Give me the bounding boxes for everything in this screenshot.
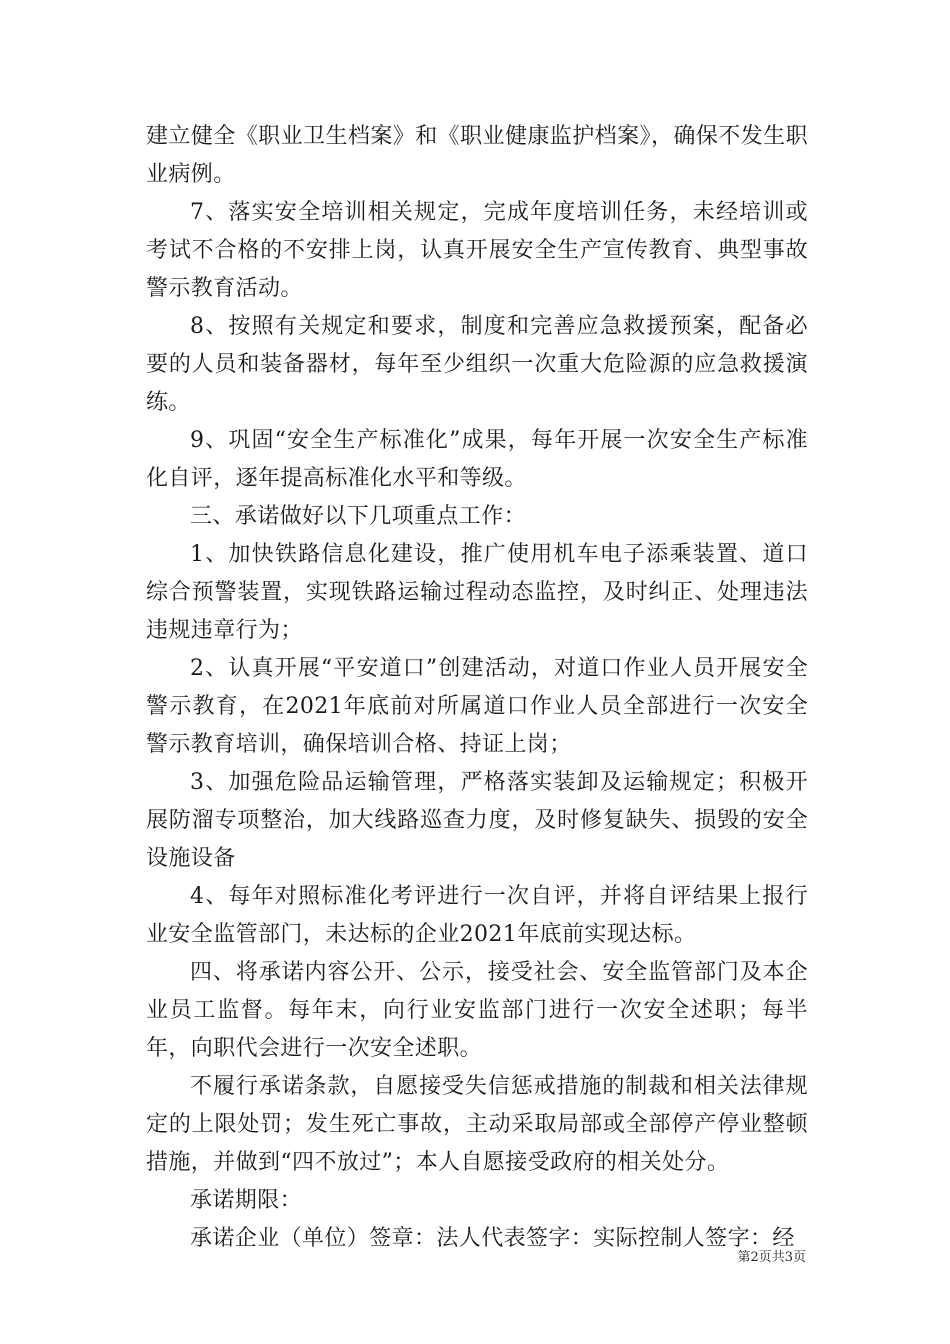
paragraph-key-task-4: 4、每年对照标准化考评进行一次自评，并将自评结果上报行业安全监管部门，未达标的企业2021年底前实现达标。 — [146, 884, 808, 947]
paragraph-key-task-2: 2、认真开展“平安道口”创建活动，对道口作业人员开展安全警示教育，在2021年底前对所属道口作业人员全部进行一次安全警示教育培训，确保培训合格、持证上岗； — [146, 656, 808, 757]
section-heading-4: 四、将承诺内容公开、公示，接受社会、安全监管部门及本企业员工监督。每年末，向行业安监部门进行一次安全述职；每半年，向职代会进行一次安全述职。 — [146, 960, 808, 1061]
section-heading-3: 三、承诺做好以下几项重点工作： — [190, 504, 527, 529]
paragraph-item-7: 7、落实安全培训相关规定，完成年度培训任务，未经培训或考试不合格的不安排上岗，认真开展安全生产宣传教育、典型事故警示教育活动。 — [146, 200, 808, 301]
paragraph-penalty: 不履行承诺条款，自愿接受失信惩戒措施的制裁和相关法律规定的上限处罚；发生死亡事故，主动采取局部或全部停产停业整顿措施，并做到“四不放过”；本人自愿接受政府的相关处分。 — [146, 1074, 808, 1175]
document-body — [146, 118, 808, 1258]
paragraph-item-8: 8、按照有关规定和要求，制度和完善应急救援预案，配备必要的人员和装备器材，每年至少组织一次重大危险源的应急救援演练。 — [146, 314, 808, 415]
paragraph-key-task-3: 3、加强危险品运输管理，严格落实装卸及运输规定；积极开展防溜专项整治，加大线路巡查力度，及时修复缺失、损毁的安全设施设备 — [146, 770, 808, 871]
paragraph-item-9: 9、巩固“安全生产标准化”成果，每年开展一次安全生产标准化自评，逐年提高标准化水平和等级。 — [146, 428, 808, 491]
signature-line: 承诺企业（单位）签章：法人代表签字：实际控制人签字：经 — [190, 1226, 795, 1251]
page-number: 第2页共3页 — [737, 1250, 806, 1265]
paragraph-continuation: 建立健全《职业卫生档案》和《职业健康监护档案》，确保不发生职业病例。 — [146, 124, 808, 187]
commitment-period-label: 承诺期限： — [190, 1188, 303, 1213]
paragraph-key-task-1: 1、加快铁路信息化建设，推广使用机车电子添乘装置、道口综合预警装置，实现铁路运输过程动态监控，及时纠正、处理违法违规违章行为； — [146, 542, 808, 643]
